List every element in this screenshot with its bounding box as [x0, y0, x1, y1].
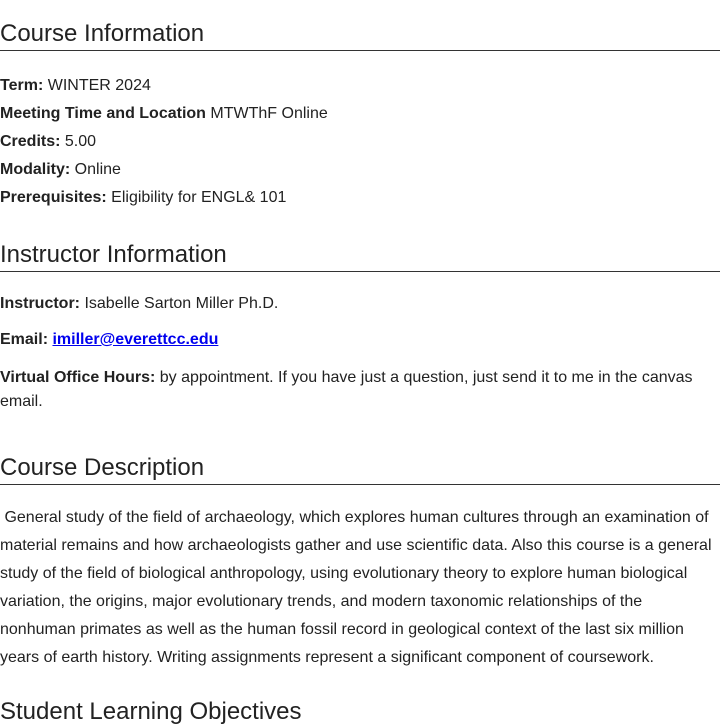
course-description-heading: Course Description [0, 454, 720, 485]
meeting-value: MTWThF Online [210, 105, 328, 122]
meeting-row [0, 104, 328, 124]
prerequisites-row [0, 188, 286, 208]
credits-value: 5.00 [64, 133, 97, 150]
modality-label: Modality: [0, 161, 71, 178]
office-hours-value: by appointment. If you have just a question, just send it to me in the canvas email. [0, 369, 693, 410]
office-hours-label: Virtual Office Hours: [0, 369, 156, 386]
email-label: Email: [0, 331, 49, 348]
instructor-value: Isabelle Sarton Miller Ph.D. [84, 295, 279, 312]
term-row [0, 76, 151, 96]
instructor-information-heading: Instructor Information [0, 241, 720, 272]
email-link[interactable]: imiller@everettcc.edu [52, 331, 219, 348]
prerequisites-value: Eligibility for ENGL& 101 [111, 189, 287, 206]
prerequisites-label: Prerequisites: [0, 189, 107, 206]
office-hours-row [0, 366, 720, 414]
email-row [0, 330, 218, 350]
learning-objectives-heading: Student Learning Objectives [0, 698, 302, 725]
term-label: Term: [0, 77, 44, 94]
modality-value: Online [74, 161, 121, 178]
instructor-row [0, 294, 278, 314]
course-description-text: General study of the field of archaeology, which explores human cultures through an examination of material remains and how archaeologists gather and use scientific data. Also this course is a general study of the field of biological anthropology, using evolutionary theory to explore human biological variation, the origins, major evolutionary trends, and modern taxonomic relationships of the nonhuman primates as well as the human fossil record in geological context of the last six million years of earth history. Writing assignments represent a significant component of coursework. [0, 509, 716, 666]
instructor-label: Instructor: [0, 295, 80, 312]
modality-row [0, 160, 121, 180]
course-information-heading: Course Information [0, 20, 720, 51]
credits-label: Credits: [0, 133, 61, 150]
term-value: WINTER 2024 [47, 77, 151, 94]
credits-row [0, 132, 96, 152]
meeting-label: Meeting Time and Location [0, 105, 206, 122]
